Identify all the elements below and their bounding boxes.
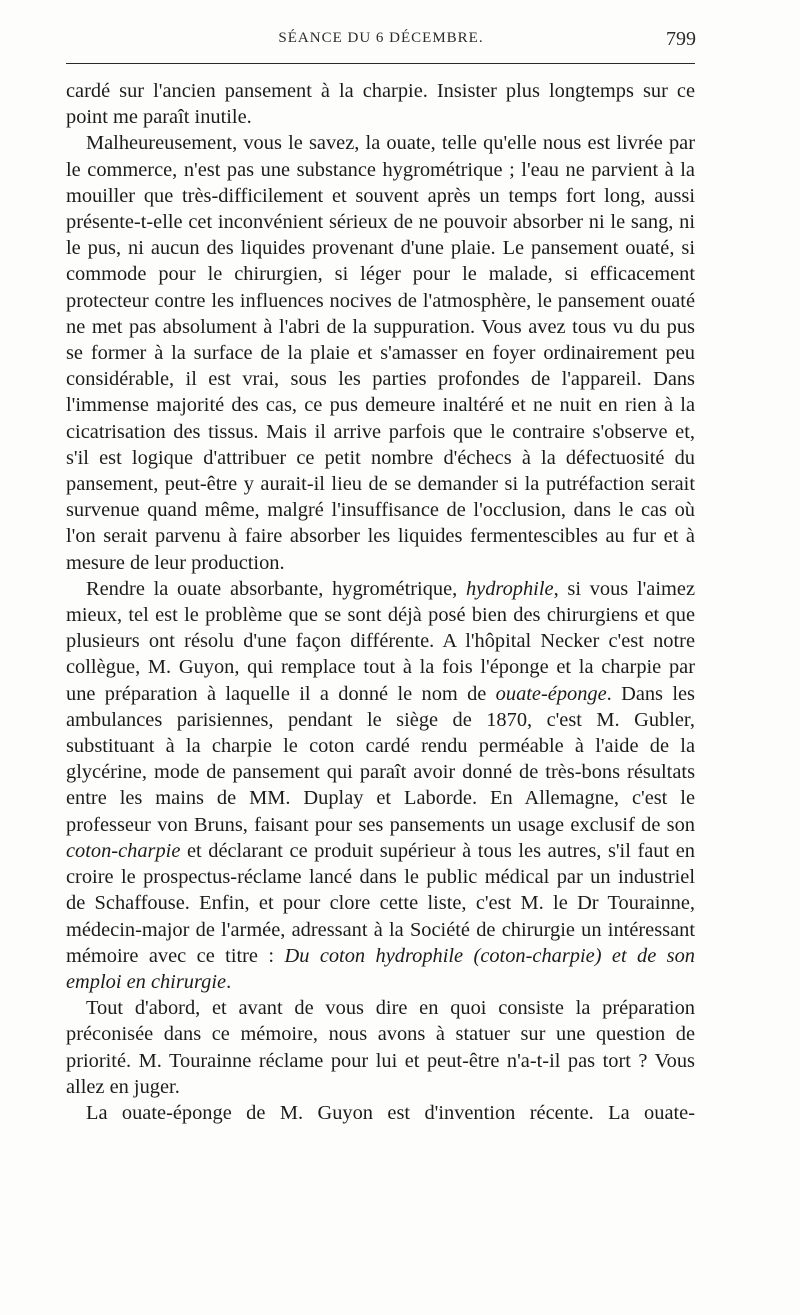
paragraph [66, 78, 695, 130]
italic-text: ouate-éponge [495, 682, 607, 705]
paragraph [66, 995, 695, 1100]
text-run: La ouate-éponge de M. Guyon est d'invention récente. La ouate- [86, 1101, 695, 1124]
paragraph [66, 576, 695, 995]
text-run: Rendre la ouate absorbante, hygrométrique, [86, 577, 466, 600]
running-head [66, 30, 696, 54]
running-head-title: SÉANCE DU 6 DÉCEMBRE. [278, 30, 484, 46]
page-number: 799 [666, 28, 696, 50]
italic-text: hydrophile [465, 577, 554, 600]
italic-text: coton-charpie [66, 839, 181, 862]
paragraph [66, 130, 695, 575]
body-text [66, 78, 695, 1126]
italic-text: Du coton hydrophile (coton-charpie) et de son emploi en chirurgie [66, 944, 695, 993]
text-run: Malheureusement, vous le savez, la ouate, telle qu'elle nous est livrée par le commerce, n'est pas une substance hygrométrique ; l'eau ne parvient à la mouiller que très-difficilement et souvent après un temps fort long, aussi présente-t-elle cet inconvénient sérieux de ne pouvoir absorber ni le sang, ni le pus, ni aucun des liquides provenant d'une plaie. Le pansement ouaté, si commode pour le chirurgien, si léger pour le malade, si efficacement protecteur contre les influences nocives de l'atmosphère, le pansement ouaté ne met pas absolument à l'abri de la suppuration. Vous avez tous vu du pus se former à la surface de la plaie et s'amasser en foyer ordinairement peu considérable, il est vrai, sous les parties profondes de l'appareil. Dans l'immense majorité des cas, ce pus demeure inaltéré et ne nuit en rien à la cicatrisation des tissus. Mais il arrive parfois que le contraire s'observe et, s'il est logique d'attribuer ce petit nombre d'échecs à la défectuosité du pansement, peut-être y aurait-il lieu de se demander si la putréfaction serait survenue quand même, malgré l'insuffisance de l'occlusion, dans le cas où l'on serait parvenu à faire absorber les liquides fermentescibles au fur et à mesure de leur production. [66, 132, 695, 574]
text-run: , si vous l'aimez mieux, tel est le problème que se sont déjà posé bien des chirurgiens et que plusieurs ont résolu d'une façon différente. A l'hôpital Necker c'est notre collègue, M. Guyon, qui remplace tout à la fois l'éponge et la charpie par une préparation à laquelle il a donné le nom de [66, 577, 695, 705]
text-run: . Dans les ambulances parisiennes, pendant le siège de 1870, c'est M. Gubler, substituant à la charpie le coton cardé rendu perméable à l'aide de la glycérine, mode de pansement qui paraît avoir donné de très-bons résultats entre les mains de MM. Duplay et Laborde. En Allemagne, c'est le professeur von Bruns, faisant pour ses pansements un usage exclusif de son [66, 682, 695, 836]
text-run: et déclarant ce produit supérieur à tous les autres, s'il faut en croire le prospectus-réclame lancé dans le public médical par un industriel de Schaffouse. Enfin, et pour clore cette liste, c'est M. le Dr Tourainne, médecin-major de l'armée, adressant à la Société de chirurgie un intéressant mémoire avec ce titre : [66, 839, 695, 967]
text-run: Tout d'abord, et avant de vous dire en quoi consiste la préparation préconisée dans ce mémoire, nous avons à statuer sur une question de priorité. M. Tourainne réclame pour lui et peut-être n'a-t-il pas tort ? Vous allez en juger. [66, 997, 695, 1098]
paragraph [66, 1100, 695, 1126]
text-run: . [226, 970, 232, 993]
text-run: cardé sur l'ancien pansement à la charpie. Insister plus longtemps sur ce point me paraît inutile. [66, 80, 695, 129]
header-rule [66, 63, 695, 64]
